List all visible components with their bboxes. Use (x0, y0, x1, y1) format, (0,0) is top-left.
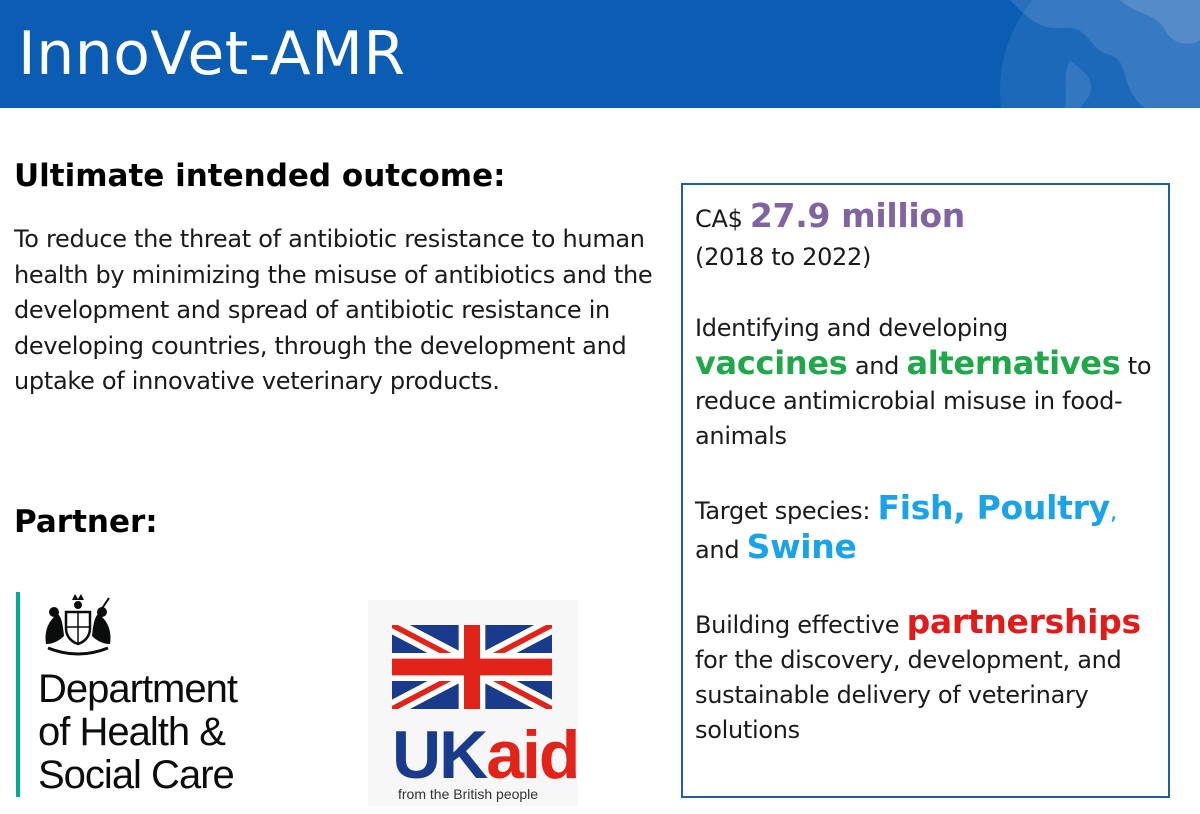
dhsc-name-line: Social Care (38, 753, 234, 797)
program-summary-box (681, 183, 1170, 798)
royal-coat-of-arms-icon (38, 592, 118, 658)
partnerships-intro: Building effective (695, 611, 900, 639)
ukaid-uk: UK (392, 717, 487, 793)
focus-intro: Identifying and developing (695, 314, 1008, 342)
partnerships-statement (695, 604, 1158, 748)
dhsc-name-line: Department (38, 667, 237, 711)
partnerships-rest: for the discovery, development, and sustainable delivery of veterinary solutions (695, 646, 1122, 744)
focus-statement (695, 311, 1158, 454)
globe-map-icon (970, 0, 1200, 108)
dhsc-name-line: of Health & (38, 710, 225, 754)
title-banner (0, 0, 1200, 108)
species-fish-poultry: Fish, Poultry (877, 488, 1110, 527)
outcome-heading: Ultimate intended outcome: (14, 158, 506, 194)
focus-and: and (854, 352, 900, 380)
species-label: Target species: (695, 497, 871, 525)
dhsc-accent-bar (16, 592, 20, 797)
page-title: InnoVet-AMR (18, 19, 406, 89)
focus-rest: reduce antimicrobial misuse in food-animals (695, 387, 1123, 450)
dhsc-logo (16, 592, 316, 802)
dhsc-name (38, 668, 237, 797)
partnerships-keyword: partnerships (906, 602, 1141, 641)
budget-amount (695, 195, 1158, 240)
species-comma: , (1109, 497, 1118, 525)
budget-value: 27.9 million (749, 196, 965, 235)
ukaid-tagline: from the British people (398, 786, 539, 802)
vaccines-keyword: vaccines (695, 344, 848, 382)
target-species (695, 490, 1158, 568)
currency-label: CA$ (695, 205, 743, 233)
budget-period: (2018 to 2022) (695, 243, 872, 271)
species-swine: Swine (746, 527, 857, 566)
partner-heading: Partner: (14, 504, 158, 540)
ukaid-wordmark (392, 717, 579, 793)
ukaid-logo (368, 600, 578, 806)
species-and: and (695, 536, 740, 564)
union-jack-flag-icon (392, 625, 552, 709)
focus-to: to (1127, 352, 1152, 380)
alternatives-keyword: alternatives (906, 344, 1121, 382)
outcome-description: To reduce the threat of antibiotic resistance to human health by minimizing the misuse of antibiotics and the development and spread of antibiotic resistance in developing countries, through the development and uptake of innovative veterinary products. (14, 225, 653, 395)
ukaid-aid: aid (486, 717, 579, 793)
